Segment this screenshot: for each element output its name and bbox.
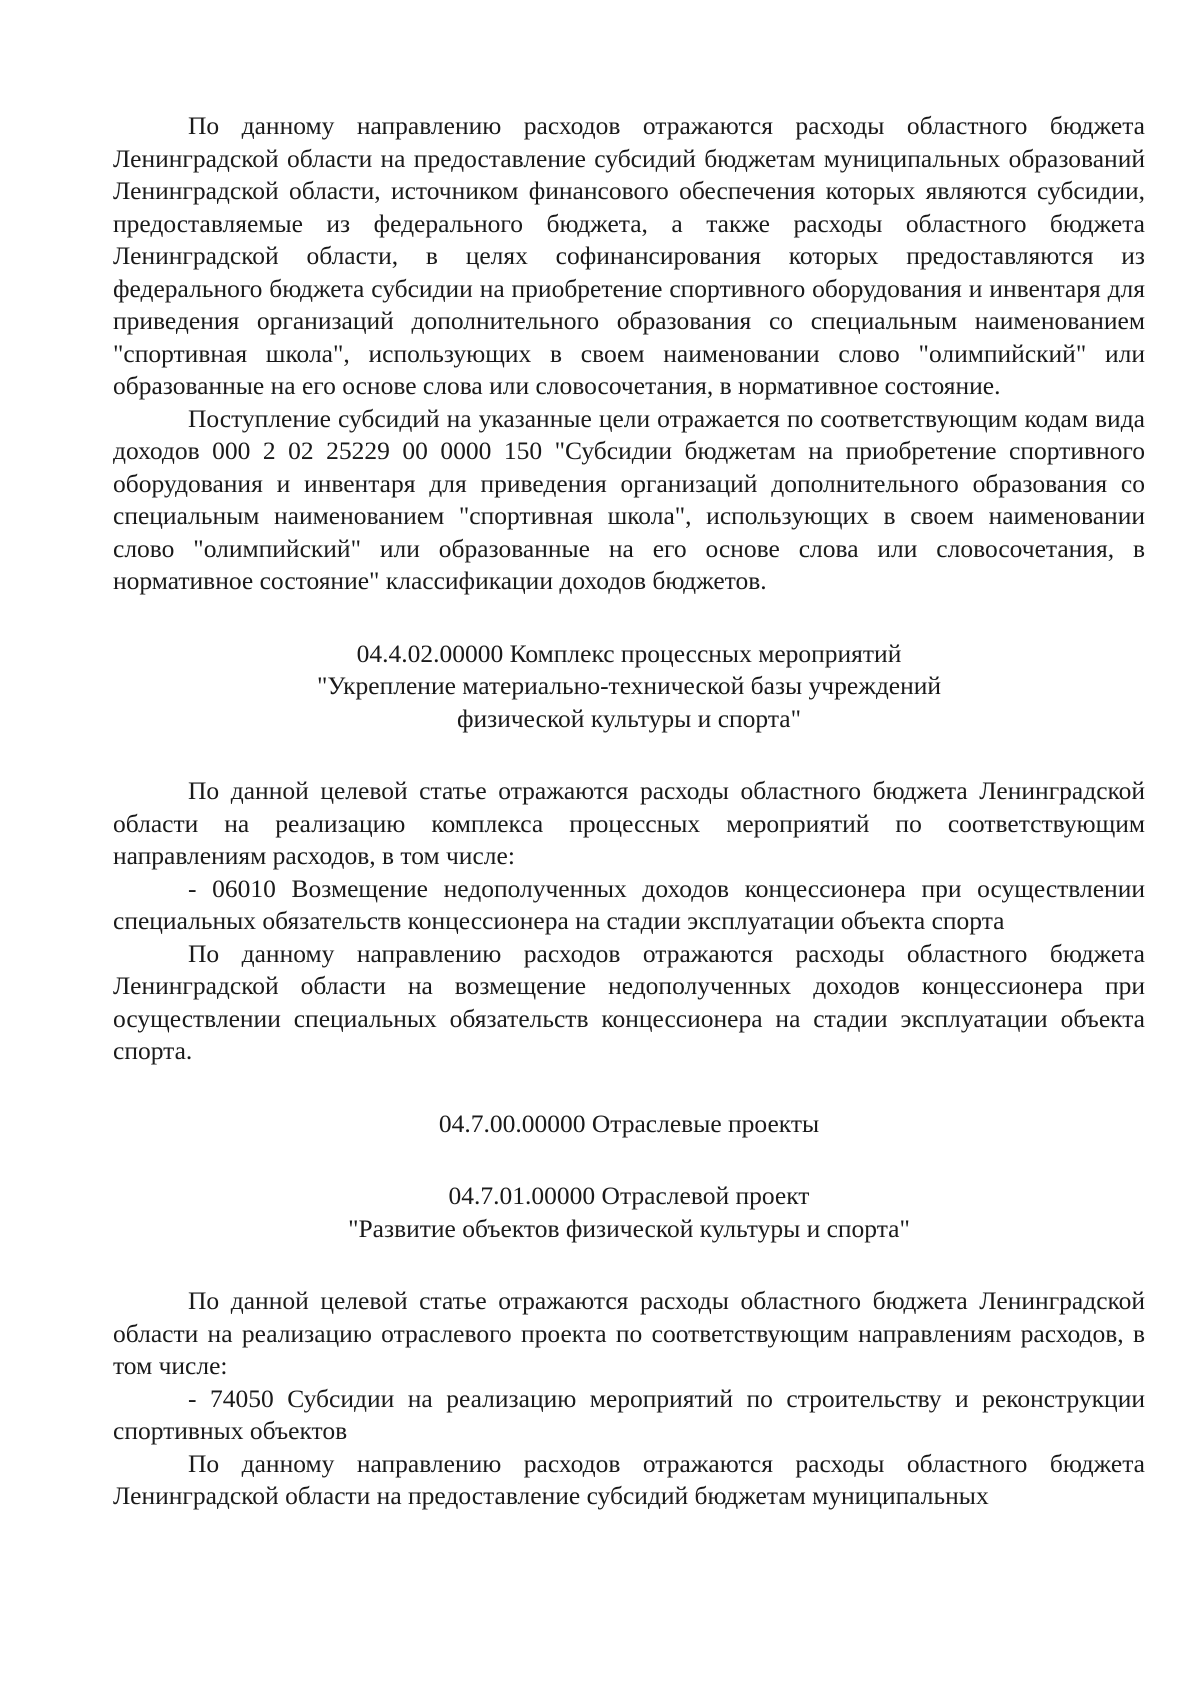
- section-heading-04-7-00: [113, 1108, 1145, 1141]
- heading-line: "Укрепление материально-технической базы учреждений: [316, 671, 942, 700]
- paragraph-06010-description: По данному направлению расходов отражаются расходы областного бюджета Ленинградской области на возмещение недополученных доходов концессионера при осуществлении специальных обязательств концессионера на стадии эксплуатации объекта спорта.: [113, 938, 1145, 1065]
- paragraph-target-article-intro: По данной целевой статье отражаются расходы областного бюджета Ленинградской области на реализацию отраслевого проекта по соответствующим направлениям расходов, в том числе:: [113, 1286, 1145, 1380]
- spacer: [113, 1140, 1145, 1180]
- paragraph-74050-description: По данному направлению расходов отражаются расходы областного бюджета Ленинградской области на предоставление субсидий бюджетам муниципальных: [113, 1448, 1145, 1510]
- heading-line: 04.7.00.00000 Отраслевые проекты: [438, 1108, 820, 1138]
- heading-line: 04.7.01.00000 Отраслевой проект: [448, 1181, 810, 1210]
- spacer: [113, 735, 1145, 775]
- section-heading-04-4-02: [113, 638, 1145, 736]
- document-page: [113, 110, 1145, 1513]
- heading-line: "Развитие объектов физической культуры и спорта": [348, 1213, 910, 1243]
- spacer: [113, 1245, 1145, 1285]
- spacer: [113, 598, 1145, 638]
- section-heading-04-7-01: [113, 1180, 1145, 1245]
- paragraph-subsidies-description: По данному направлению расходов отражаются расходы областного бюджета Ленинградской области на предоставление субсидий бюджетам муниципальных образований Ленинградской области, источником финансового обеспечения которых являются субсидии, предоставляемые из федерального бюджета, а также расходы областного бюджета Ленинградской области, в целях софинансирования которых предоставляются из федерального бюджета субсидии на приобретение спортивного оборудования и инвентаря для приведения организаций дополнительного образования со специальным наименованием "спортивная школа", использующих в своем наименовании слово "олимпийский" или образованные на его основе слова или словосочетания, в нормативное состояние.: [113, 111, 1145, 400]
- paragraph-target-article-intro: По данной целевой статье отражаются расходы областного бюджета Ленинградской области на реализацию комплекса процессных мероприятий по соответствующим направлениям расходов, в том числе:: [113, 776, 1145, 870]
- heading-line: 04.4.02.00000 Комплекс процессных мероприятий: [356, 638, 902, 668]
- list-item-74050: - 74050 Субсидии на реализацию мероприятий по строительству и реконструкции спортивных объектов: [113, 1383, 1145, 1445]
- list-item-06010: - 06010 Возмещение недополученных доходов концессионера при осуществлении специальных обязательств концессионера на стадии эксплуатации объекта спорта: [113, 873, 1145, 935]
- heading-line: физической культуры и спорта": [456, 703, 802, 733]
- paragraph-revenue-codes: Поступление субсидий на указанные цели отражается по соответствующим кодам вида доходов 000 2 02 25229 00 0000 150 "Субсидии бюджетам на приобретение спортивного оборудования и инвентаря для приведения организаций дополнительного образования со специальным наименованием "спортивная школа", использующих в своем наименовании слово "олимпийский" или образованные на его основе слова или словосочетания, в нормативное состояние" классификации доходов бюджетов.: [113, 403, 1145, 595]
- spacer: [113, 1068, 1145, 1108]
